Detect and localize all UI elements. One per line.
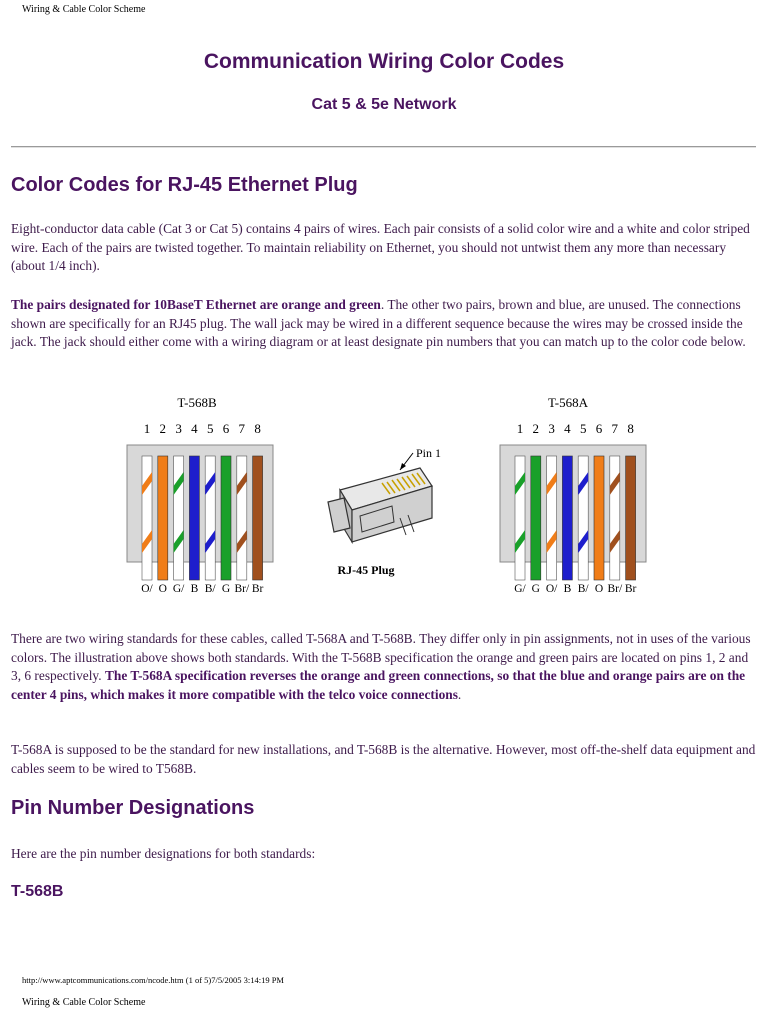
page-title: Communication Wiring Color Codes (203, 50, 565, 73)
page-subtitle: Cat 5 & 5e Network (311, 96, 457, 113)
b-color-label: G/ (172, 583, 185, 595)
a-pin-number: 8 (627, 421, 634, 436)
a-color-label: O/ (545, 583, 558, 595)
standards-period: . (457, 686, 462, 702)
standards-emphasis: The T-568A specification reverses the orange and green connections, so that the blue and orange pairs are on the center 4 pins, which makes it more compatible with the telco voice connections (11, 668, 746, 702)
b-pin-number: 2 (159, 421, 167, 436)
b-color-label: G (221, 583, 231, 595)
b-color-label: O (158, 583, 167, 595)
plug-label: RJ-45 Plug (337, 563, 395, 577)
a-color-label: Br (624, 583, 637, 595)
t568a-connector (500, 395, 646, 595)
b-color-label: B (190, 583, 199, 595)
b-color-label: Br/ (234, 583, 250, 595)
horizontal-rule (11, 146, 756, 148)
b-wire-solid (221, 456, 231, 580)
a-pin-number: 2 (532, 421, 540, 436)
pin-designation-intro: Here are the pin number designations for both standards: (11, 846, 316, 861)
t568b-color-labels (141, 583, 263, 595)
a-pin-number: 6 (595, 421, 603, 436)
t568b-pin-numbers (144, 421, 261, 436)
pin1-label: Pin 1 (416, 446, 442, 460)
pairs-emphasis: The pairs designated for 10BaseT Ethernet are orange and green (11, 297, 381, 312)
wiring-diagram (0, 390, 768, 600)
section-heading-pin-numbers: Pin Number Designations (11, 797, 255, 819)
b-pin-number: 6 (222, 421, 230, 436)
wiring-diagram-figure (0, 390, 768, 600)
a-pin-number: 7 (611, 421, 619, 436)
b-pin-number: 4 (191, 421, 198, 436)
a-color-label: G (531, 583, 540, 595)
section-heading-color-codes: Color Codes for RJ-45 Ethernet Plug (11, 174, 358, 196)
b-pin-number: 7 (238, 421, 246, 436)
a-pin-number: 1 (516, 421, 524, 436)
t568a-title: T-568A (548, 395, 588, 410)
a-wire-solid (562, 456, 572, 580)
pairs-paragraph (11, 296, 757, 352)
b-pin-number: 5 (206, 421, 214, 436)
footer-running-title: Wiring & Cable Color Scheme (22, 997, 146, 1008)
b-pin-number: 1 (143, 421, 151, 436)
b-pin-number: 3 (175, 421, 182, 436)
alternative-paragraph: T-568A is supposed to be the standard for new installations, and T-568B is the alternative. However, most off-the-shelf data equipment and cables seem to be wired to T568B. (11, 742, 756, 776)
a-pin-number: 3 (548, 421, 555, 436)
a-color-label: Br/ (607, 583, 623, 595)
standards-paragraph-text: There are two wiring standards for these cables, called T-568A and T-568B. They differ only in pin assignments, not in uses of the various colors. The illustration above shows both standards. With the T-568B specification the orange and green pairs are located on pins 1, 2 and 3, 6 respectively. (11, 631, 751, 683)
a-color-label: G/ (514, 583, 526, 595)
t568a-color-labels (514, 583, 636, 595)
b-wire-solid (253, 456, 263, 580)
a-wire-solid (626, 456, 636, 580)
t568b-connector (127, 395, 273, 595)
intro-paragraph: Eight-conductor data cable (Cat 3 or Cat 5) contains 4 pairs of wires. Each pair consists of a solid color wire and a white and color striped wire. Each of the pairs are twisted together. To maintain reliability on Ethernet, you should not untwist them any more than necessary (about 1/4 inch). (11, 221, 750, 273)
t568a-pin-numbers (517, 421, 634, 436)
b-pin-number: 8 (254, 421, 261, 436)
running-header: Wiring & Cable Color Scheme (22, 4, 146, 15)
b-wire-solid (189, 456, 199, 580)
a-color-label: B (563, 583, 572, 595)
a-wire-solid (531, 456, 541, 580)
b-color-label: Br (251, 583, 264, 595)
t568b-title: T-568B (177, 395, 217, 410)
a-color-label: B/ (577, 583, 589, 595)
a-color-label: O (594, 583, 604, 595)
b-color-label: B/ (204, 583, 216, 595)
a-pin-number: 5 (579, 421, 587, 436)
standards-paragraph (11, 630, 757, 704)
b-color-label: O/ (141, 583, 153, 595)
footer-url: http://www.aptcommunications.com/ncode.htm (1 of 5)7/5/2005 3:14:19 PM (22, 975, 284, 985)
a-pin-number: 4 (564, 421, 571, 436)
rj45-plug-illustration (328, 446, 441, 577)
pairs-paragraph-rest: . The other two pairs, brown and blue, are unused. The connections shown are specifically for an RJ45 plug. The wall jack may be wired in a different sequence because the wires may be crossed inside the jack. The jack should either come with a wiring diagram or at least designate pin numbers that you can match up to the color code below. (11, 297, 746, 349)
t568b-subheading: T-568B (11, 883, 64, 900)
a-wire-solid (594, 456, 604, 580)
b-wire-solid (158, 456, 168, 580)
